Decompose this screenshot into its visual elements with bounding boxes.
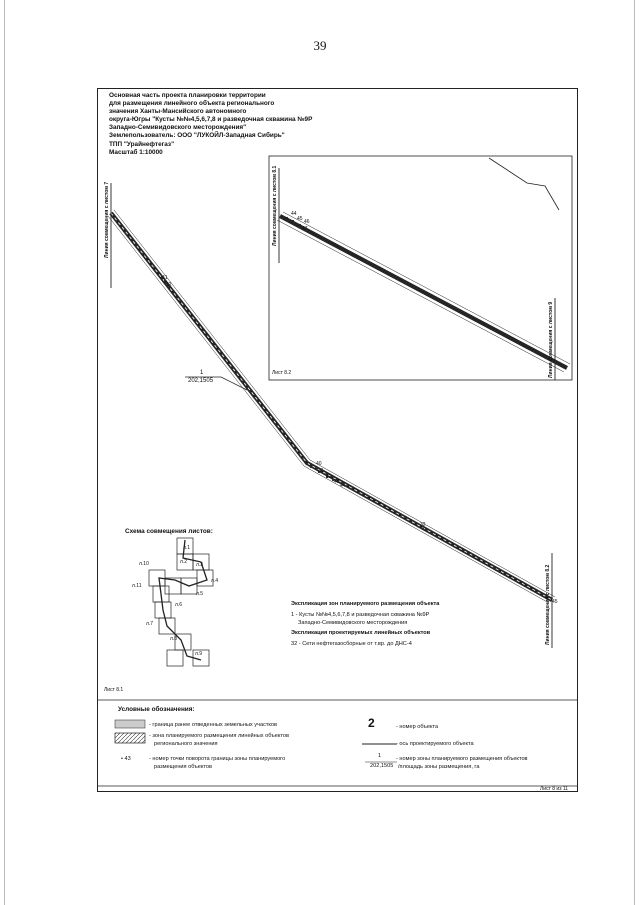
title-line: Землепользователь: ООО "ЛУКОЙЛ-Западная Сибирь" bbox=[109, 132, 285, 140]
match-line-label-inset-right: Линия совмещения с листом 9 bbox=[548, 301, 554, 378]
scheme-sheet-11: л.11 bbox=[132, 583, 142, 589]
legend-item-zone-num-cont: /площадь зоны размещения, га bbox=[398, 764, 480, 770]
map-drawing bbox=[97, 88, 578, 792]
legend-zone-num: 1 bbox=[378, 753, 382, 759]
scheme-sheet-6: л.6 bbox=[175, 602, 183, 608]
legend-symbol-zone bbox=[115, 733, 145, 743]
title-line: округа-Югры "Кусты №№4,5,6,7,8 и разведочная скважина №9Р bbox=[109, 116, 313, 124]
point-label: 41 bbox=[162, 275, 168, 281]
scan-edge-left bbox=[4, 0, 5, 905]
legend-symbol-prior-plots bbox=[115, 720, 145, 728]
legend-item-object: - номер объекта bbox=[396, 724, 439, 730]
point-label: 45 bbox=[552, 599, 558, 605]
inset-sheet-label: Лист 8.2 bbox=[272, 370, 292, 376]
scheme-sheet-9: л.9 bbox=[195, 651, 203, 657]
explication-zones-title: Экспликация зон планируемого размещения объекта bbox=[291, 601, 440, 607]
point-label: 43 bbox=[334, 479, 340, 485]
point-label: 45 bbox=[297, 216, 303, 222]
legend-item-zone-num: - номер зоны планируемого размещения объектов bbox=[396, 756, 528, 762]
match-line-label-inset-left: Линия совмещения с листом 8.1 bbox=[272, 165, 278, 246]
point-label: 42 bbox=[166, 282, 172, 288]
scheme-sheet-10: л.10 bbox=[139, 561, 149, 567]
match-line-label-left: Линия совмещения с листом 7 bbox=[104, 181, 110, 258]
scheme-sheet-5: л.5 bbox=[196, 591, 204, 597]
scheme-sheet-3: л.3 bbox=[196, 562, 204, 568]
point-label: 44 bbox=[340, 483, 346, 489]
legend-item-zone: - зона планируемого размещения линейных объектов bbox=[149, 733, 289, 739]
explication-objects-item: 32 - Сети нефтегазосборные от т.вр. до ДНС-4 bbox=[291, 641, 412, 647]
point-label: 40 bbox=[316, 461, 322, 467]
scan-edge-right bbox=[634, 0, 635, 905]
zone-label-number: 1 bbox=[200, 370, 204, 376]
title-line: Западно-Семивидовского месторождения" bbox=[109, 124, 247, 132]
title-line: значения Ханты-Мансийского автономного bbox=[109, 108, 247, 116]
match-line-label-right: Линия совмещения с листом 8.2 bbox=[545, 564, 551, 645]
page-number: 39 bbox=[313, 38, 327, 53]
main-sheet-label: Лист 8.1 bbox=[104, 687, 124, 693]
legend-item-axis: - ось проектируемого объекта bbox=[396, 741, 474, 747]
scheme-sheet-1: л.1 bbox=[183, 545, 191, 551]
title-line: Основная часть проекта планировки территории bbox=[109, 92, 266, 99]
title-line: для размещения линейного объекта регионального bbox=[109, 100, 275, 108]
legend-title: Условные обозначения: bbox=[118, 706, 195, 713]
legend-object-symbol: 2 bbox=[368, 716, 375, 730]
object-mark: 32 bbox=[420, 522, 426, 528]
point-label: 42 bbox=[326, 474, 332, 480]
legend-point-symbol: • 43 bbox=[121, 756, 131, 762]
scheme-sheet-7: л.7 bbox=[146, 621, 154, 627]
sheet-of-label: Лист 8 из 11 bbox=[540, 786, 569, 792]
scale-line: Масштаб 1:10000 bbox=[109, 148, 163, 156]
explication-zones-item-cont: Западно-Семивидовского месторождения bbox=[298, 620, 408, 626]
main-corridor bbox=[108, 210, 555, 603]
point-label: 44 bbox=[291, 211, 297, 217]
scheme-sheet-4: л.4 bbox=[211, 578, 219, 584]
explication-zones-item: 1 - Кусты №№4,5,6,7,8 и разведочная скважина №9Р bbox=[291, 612, 430, 618]
point-label: 41 bbox=[318, 468, 324, 474]
point-label: 47 bbox=[302, 226, 308, 232]
legend-item-point-cont: размещения объектов bbox=[154, 764, 212, 770]
legend-item-prior-plots: - граница ранее отведенных земельных участков bbox=[149, 722, 278, 728]
point-label: 46 bbox=[304, 219, 310, 225]
scheme-sheet-2: л.2 bbox=[180, 559, 188, 565]
legend-zone-area: 202,1505 bbox=[370, 763, 394, 769]
scheme-sheet-8: л.8 bbox=[170, 636, 178, 642]
turning-points bbox=[164, 217, 547, 598]
zone-label-area: 202,1505 bbox=[188, 378, 214, 384]
inset-corridor bbox=[277, 212, 570, 372]
scheme-title: Схема совмещения листов: bbox=[125, 528, 213, 535]
legend-item-point: - номер точки поворота границы зоны планируемого bbox=[149, 756, 286, 762]
inset-boundary-curve bbox=[489, 158, 559, 210]
explication-objects-title: Экспликация проектируемых линейных объектов bbox=[291, 630, 431, 636]
title-line: ТПП "Урайнефтегаз" bbox=[109, 140, 175, 148]
legend-item-zone-cont: регионального значения bbox=[154, 741, 218, 747]
scheme-route bbox=[159, 540, 207, 660]
